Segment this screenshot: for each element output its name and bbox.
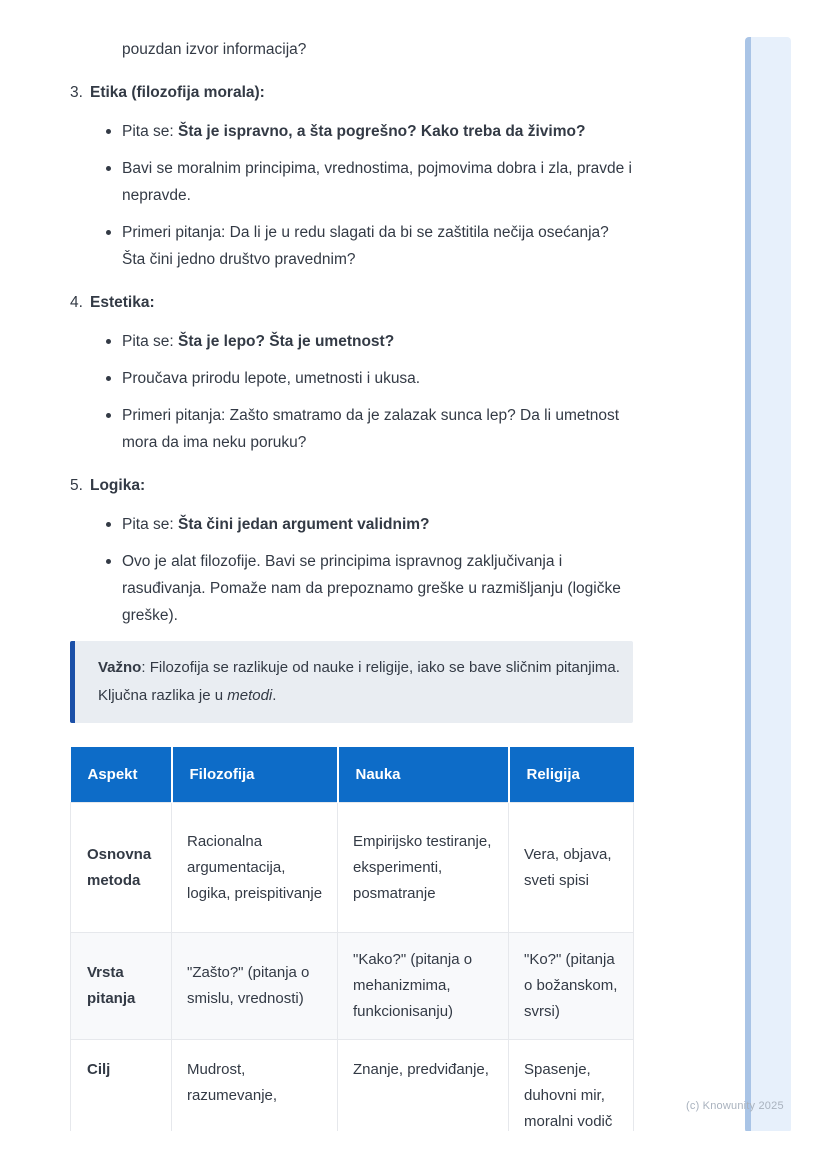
continuation-text: pouzdan izvor informacija? xyxy=(122,41,307,58)
list-number: 5. xyxy=(70,477,83,494)
section-title: Estetika: xyxy=(90,294,155,311)
table-row xyxy=(71,1040,634,1132)
list-item-text: Pita se: Šta je lepo? Šta je umetnost? xyxy=(122,333,395,350)
bullet-icon xyxy=(105,511,122,538)
list-item-text: Primeri pitanja: Zašto smatramo da je zalazak sunca lep? Da li umetnost mora da ima neku poruku? xyxy=(122,407,620,451)
bullet-icon xyxy=(105,365,122,392)
bullet-icon xyxy=(105,548,122,629)
bullet-icon xyxy=(105,219,122,273)
table-cell: Vera, objava, sveti spisi xyxy=(509,803,634,933)
list-item-text: Primeri pitanja: Da li je u redu slagati da bi se zaštitila nečija osećanja? Šta čini jedno društvo pravednim? xyxy=(122,224,609,268)
section-title: Logika: xyxy=(90,477,146,494)
list-number: 3. xyxy=(70,84,83,101)
list-item xyxy=(70,118,633,145)
callout-label: Važno xyxy=(98,659,142,676)
section-heading-etika xyxy=(70,79,633,106)
list-item-text: Pita se: Šta čini jedan argument validnim? xyxy=(122,516,430,533)
watermark: (c) Knowunity 2025 xyxy=(686,1100,784,1112)
section-heading-estetika xyxy=(70,289,633,316)
bullet-icon xyxy=(105,328,122,355)
section-heading-logika xyxy=(70,472,633,499)
row-label: Cilj xyxy=(71,1040,172,1132)
bullet-icon xyxy=(105,155,122,209)
list-item xyxy=(70,511,633,538)
table-cell: Spasenje, duhovni mir, moralni vodič xyxy=(509,1040,634,1132)
table-cell: Mudrost, razumevanje, xyxy=(172,1040,338,1132)
column-header-religija: Religija xyxy=(509,747,634,803)
comparison-table xyxy=(70,747,634,1131)
list-item xyxy=(70,219,633,273)
table-cell: Racionalna argumentacija, logika, preispitivanje xyxy=(172,803,338,933)
list-item xyxy=(70,155,633,209)
list-number: 4. xyxy=(70,294,83,311)
list-item xyxy=(70,548,633,629)
bullet-icon xyxy=(105,402,122,456)
column-header-filozofija: Filozofija xyxy=(172,747,338,803)
table-cell: "Kako?" (pitanja o mehanizmima, funkcionisanju) xyxy=(338,933,509,1040)
document-content xyxy=(70,36,633,1131)
table-cell: "Ko?" (pitanja o božanskom, svrsi) xyxy=(509,933,634,1040)
row-label: Vrsta pitanja xyxy=(71,933,172,1040)
column-header-nauka: Nauka xyxy=(338,747,509,803)
important-callout: Važno: Filozofija se razlikuje od nauke i religije, iako se bave sličnim pitanjima. Ključna razlika je u metodi. xyxy=(70,641,633,723)
section-title: Etika (filozofija morala): xyxy=(90,84,265,101)
list-item xyxy=(70,402,633,456)
list-item-text: Pita se: Šta je ispravno, a šta pogrešno? Kako treba da živimo? xyxy=(122,123,586,140)
table-header-row xyxy=(71,747,634,803)
page-edge-strip xyxy=(745,37,791,1131)
table-row xyxy=(71,803,634,933)
bullet-icon xyxy=(105,118,122,145)
list-item-text: Proučava prirodu lepote, umetnosti i ukusa. xyxy=(122,370,421,387)
list-item-text: Ovo je alat filozofije. Bavi se principima ispravnog zaključivanja i rasuđivanja. Pomaže nam da prepoznamo greške u razmišljanju (logičke greške). xyxy=(122,553,621,624)
table-row xyxy=(71,933,634,1040)
list-item xyxy=(70,365,633,392)
table-cell: "Zašto?" (pitanja o smislu, vrednosti) xyxy=(172,933,338,1040)
column-header-aspekt: Aspekt xyxy=(71,747,172,803)
row-label: Osnovna metoda xyxy=(71,803,172,933)
table-cell: Znanje, predviđanje, xyxy=(338,1040,509,1132)
table-cell: Empirijsko testiranje, eksperimenti, posmatranje xyxy=(338,803,509,933)
list-item xyxy=(70,328,633,355)
list-item-text: Bavi se moralnim principima, vrednostima, pojmovima dobra i zla, pravde i nepravde. xyxy=(122,160,632,204)
